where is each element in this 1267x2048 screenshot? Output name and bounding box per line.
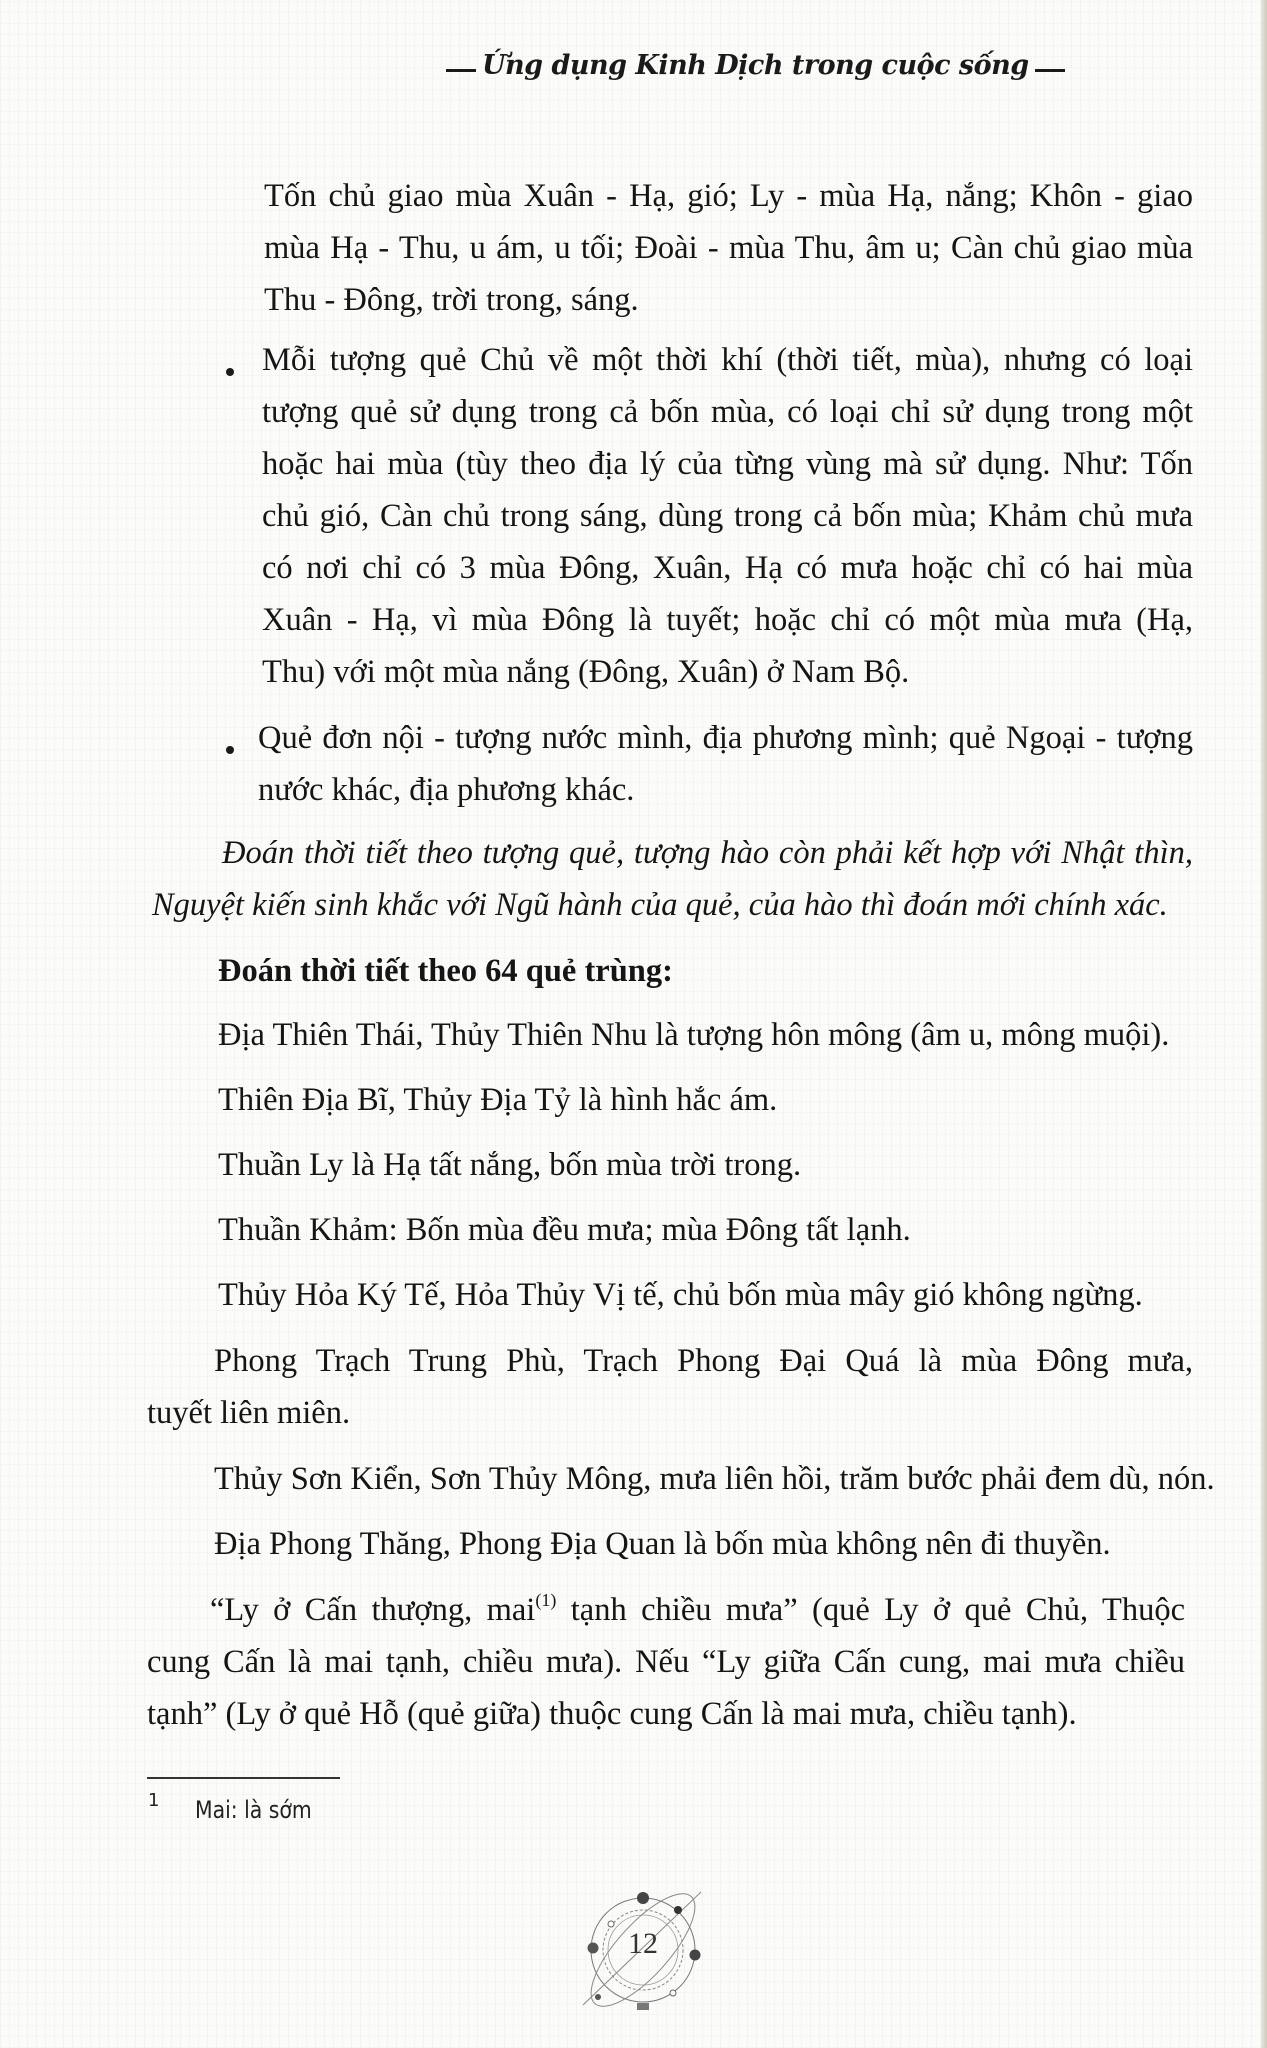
text-line: nước khác, địa phương khác.: [258, 772, 635, 808]
footnote-text: Mai: là sớm: [195, 1796, 312, 1824]
text-line: chủ gió, Càn chủ trong sáng, dùng trong cả bốn mùa; Khảm chủ mưa: [262, 498, 1193, 534]
bullet-dot: [226, 368, 234, 376]
dash-right: [1035, 69, 1065, 72]
hexagram-item: Thủy Sơn Kiển, Sơn Thủy Mông, mưa liên hồi, trăm bước phải đem dù, nón.: [214, 1461, 1215, 1497]
section-heading: Đoán thời tiết theo 64 quẻ trùng:: [218, 953, 673, 989]
footnote-divider: [147, 1777, 340, 1779]
text-line: mùa Hạ - Thu, u ám, u tối; Đoài - mùa Thu, âm u; Càn chủ giao mùa: [264, 230, 1193, 266]
text-line: “Ly ở Cấn thượng, mai$^{(1)}$ tạnh chiều mưa” (quẻ Ly ở quẻ Chủ, Thuộc: [210, 1590, 1185, 1628]
running-head-title: Ứng dụng Kinh Dịch trong cuộc sống: [482, 50, 1029, 81]
text-line: cung Cấn là mai tạnh, chiều mưa). Nếu “Ly giữa Cấn cung, mai mưa chiều: [147, 1644, 1185, 1680]
dash-left: [446, 69, 476, 72]
hexagram-item: Thuần Ly là Hạ tất nắng, bốn mùa trời trong.: [218, 1147, 802, 1183]
running-head: [440, 50, 1029, 81]
text-line: Phong Trạch Trung Phù, Trạch Phong Đại Quá là mùa Đông mưa,: [214, 1343, 1193, 1379]
text-line: Quẻ đơn nội - tượng nước mình, địa phương mình; quẻ Ngoại - tượng: [258, 720, 1193, 756]
text-line: tượng quẻ sử dụng trong cả bốn mùa, có loại chỉ sử dụng trong một: [262, 394, 1193, 430]
text-line: Thu) với một mùa nắng (Đông, Xuân) ở Nam Bộ.: [262, 654, 910, 690]
page-edge: [1261, 0, 1267, 2048]
hexagram-item: Thuần Khảm: Bốn mùa đều mưa; mùa Đông tất lạnh.: [218, 1212, 911, 1248]
text-line: có nơi chỉ có 3 mùa Đông, Xuân, Hạ có mưa hoặc chỉ có hai mùa: [262, 550, 1193, 586]
hexagram-item: Địa Phong Thăng, Phong Địa Quan là bốn mùa không nên đi thuyền.: [214, 1526, 1111, 1562]
hexagram-item: Thiên Địa Bĩ, Thủy Địa Tỷ là hình hắc ám.: [218, 1082, 778, 1118]
text-line: Thu - Đông, trời trong, sáng.: [264, 282, 639, 318]
text-line: Tốn chủ giao mùa Xuân - Hạ, gió; Ly - mùa Hạ, nắng; Khôn - giao: [264, 178, 1193, 214]
text-line: hoặc hai mùa (tùy theo địa lý của từng vùng mà sử dụng. Như: Tốn: [262, 446, 1193, 482]
text-line: Mỗi tượng quẻ Chủ về một thời khí (thời tiết, mùa), nhưng có loại: [262, 342, 1193, 378]
text-line: tạnh” (Ly ở quẻ Hỗ (quẻ giữa) thuộc cung Cấn là mai mưa, chiều tạnh).: [147, 1696, 1077, 1732]
text-line: Nguyệt kiến sinh khắc với Ngũ hành của quẻ, của hào thì đoán mới chính xác.: [152, 887, 1168, 923]
hexagram-item: Địa Thiên Thái, Thủy Thiên Nhu là tượng hôn mông (âm u, mông muội).: [218, 1017, 1170, 1053]
text-line: Đoán thời tiết theo tượng quẻ, tượng hào còn phải kết hợp với Nhật thìn,: [222, 835, 1193, 871]
bullet-dot: [226, 746, 234, 754]
text-line: tuyết liên miên.: [147, 1395, 351, 1431]
text-line: Xuân - Hạ, vì mùa Đông là tuyết; hoặc chỉ có một mùa mưa (Hạ,: [262, 602, 1193, 638]
page-number: 12: [628, 1927, 658, 1960]
footnote-number: 1: [148, 1790, 160, 1811]
hexagram-item: Thủy Hỏa Ký Tế, Hỏa Thủy Vị tế, chủ bốn mùa mây gió không ngừng.: [218, 1277, 1143, 1313]
footnote-ref[interactable]: (1): [535, 1590, 557, 1610]
